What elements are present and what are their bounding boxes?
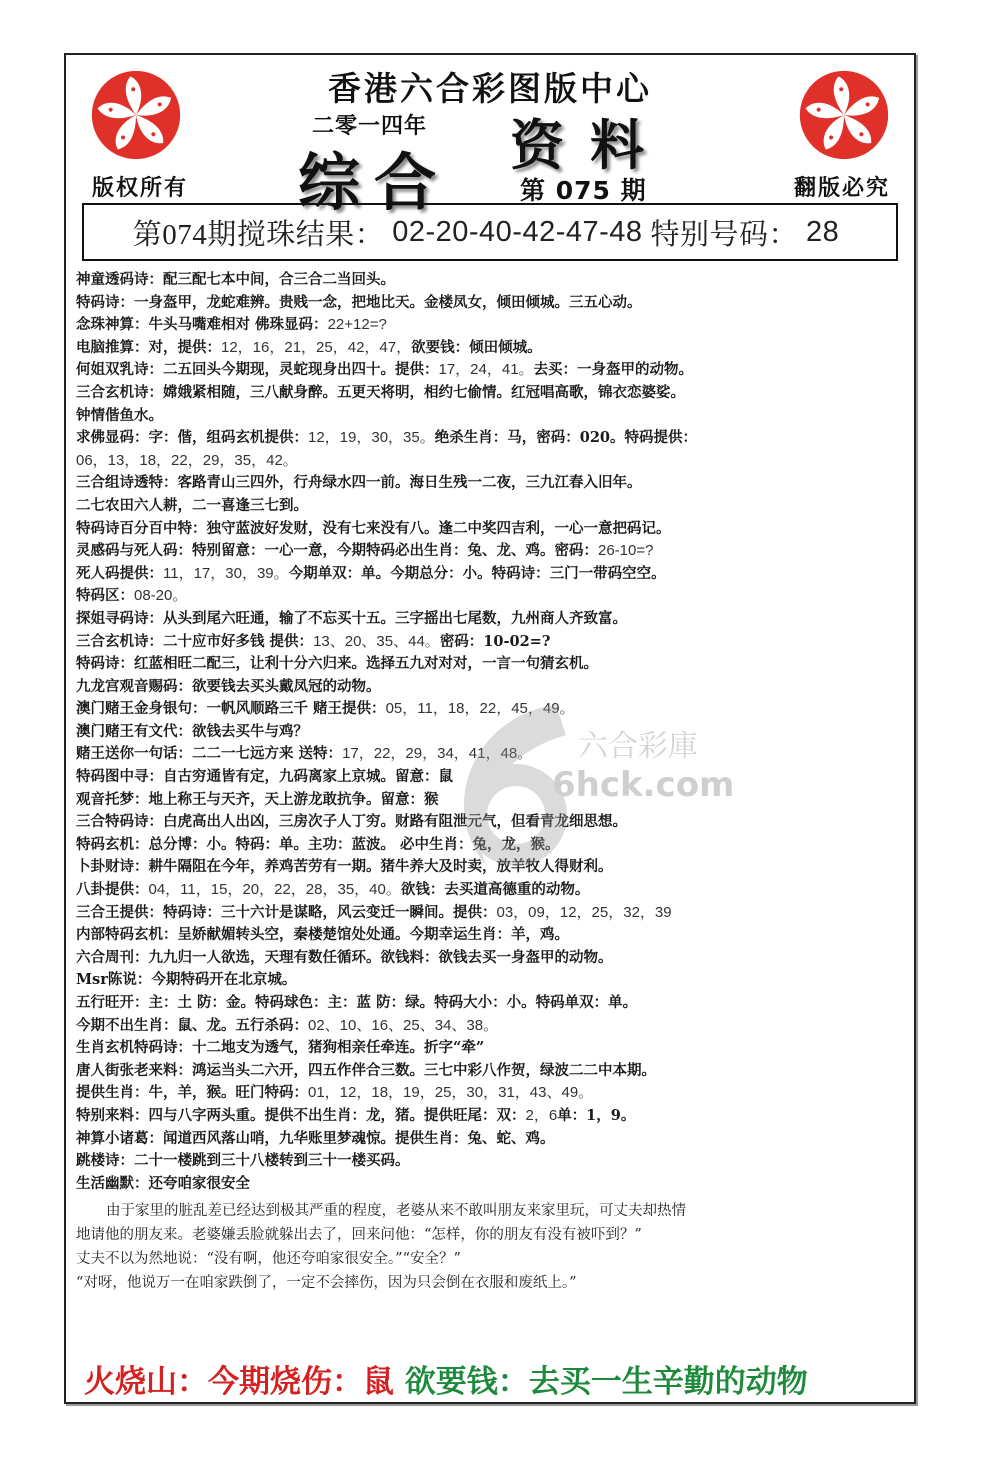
line-num: 2，6 (525, 1106, 558, 1124)
line-label: 跳楼诗： (76, 1152, 134, 1170)
line-label: 灵感码与死人码： (76, 542, 192, 560)
watermark-url: 6hck.com (552, 765, 735, 805)
line-text: 一帆风顺路三千 赌王提供： (206, 700, 386, 718)
line-label: 探姐寻码诗： (76, 609, 163, 627)
line-text: 耕牛隔阻在今年，养鸡苦劳有一期。猪牛养大及时卖，放羊牧人得财利。 (148, 858, 613, 876)
line-text: 欲钱去买牛与鸡？ (192, 722, 308, 740)
line-text: 自古穷通皆有定，九码离家上京城。留意：鼠 (163, 768, 453, 786)
line-num: 11，17，30，39。 (163, 564, 289, 582)
line-num: 17，22，29，34，41，48。 (342, 745, 533, 763)
line-label: 六合周刊： (76, 948, 149, 966)
content-line (76, 1082, 906, 1105)
special-number: 28 (806, 215, 840, 248)
results-prefix: 第074期搅珠结果： (132, 218, 385, 251)
no-piracy-label: 翻版必究 (793, 175, 890, 201)
header (66, 55, 914, 219)
line-label: 三合王提供： (76, 903, 163, 921)
line-text: 二十应市好多钱 提供： (163, 632, 314, 650)
line-text: 白虎高出人出凶，三房次子人丁穷。财路有阻泄元气，但看青龙细思想。 (163, 813, 627, 831)
line-text: 九九归一人欲选，天理有数任循环。欲钱料：欲钱去买一身盔甲的动物。 (148, 948, 613, 966)
line-num: 22+12=? (327, 316, 387, 334)
line-label: 特码区： (76, 587, 134, 605)
content-line (76, 721, 906, 744)
line-text: 呈娇献媚转头空，秦楼楚馆处处通。今期幸运生肖：羊，鸡。 (177, 926, 569, 944)
line-num: 13、20、35、44。 (313, 632, 440, 650)
line-label: 特码玄机： (76, 835, 149, 853)
line-num: 26-10=? (598, 542, 654, 560)
story-paragraph: 由于家里的脏乱差已经达到极其严重的程度，老婆从来不敢叫朋友来家里玩，可丈夫却热情 (106, 1203, 686, 1220)
line-label: 三合玄机诗： (76, 383, 163, 401)
content-line (76, 472, 906, 495)
content-line (76, 879, 906, 902)
line-num: 06，13，18，22，29，35，42。 (76, 451, 298, 469)
line-tail: 欲要钱：倾田倾城。 (411, 338, 542, 356)
line-label: 特别来料： (76, 1106, 149, 1124)
line-text: 牛头马嘴难相对 佛珠显码： (148, 316, 328, 334)
line-label: 特码图中寻： (76, 768, 163, 786)
content-line (76, 382, 906, 405)
content-line (76, 766, 906, 789)
line-text: 对，提供： (148, 338, 221, 356)
content-list (76, 269, 906, 1295)
line-label: Msr陈说： (76, 971, 152, 989)
line-text: 二十一楼跳到三十八楼转到三十一楼买码。 (134, 1152, 410, 1170)
story-paragraph: “对呀，他说万一在咱家跌倒了，一定不会摔伤，因为只会倒在衣服和废纸上。” (76, 1275, 577, 1292)
content-line (76, 1150, 906, 1173)
line-tail: 绝杀生肖：马，密码：020。特码提供： (434, 429, 698, 447)
story-paragraph: 地请他的朋友来。老婆嫌丢脸就躲出去了，回来问他：“怎样，你的朋友有没有被吓到？” (76, 1227, 642, 1244)
line-text: 二二一七远方来 送特： (192, 745, 343, 763)
content-line (76, 540, 906, 563)
line-tail: 今期单双：单。今期总分：小。特码诗：三门一带码空空。 (288, 564, 666, 582)
content-line (76, 902, 906, 925)
content-line (76, 495, 906, 518)
line-label: 特码诗： (76, 293, 134, 311)
results-numbers: 02-20-40-42-47-48 (392, 215, 643, 248)
line-label: 三合组诗透特： (76, 474, 178, 492)
watermark-text: 六合彩庫 (578, 729, 698, 764)
line-label: 电脑推算： (76, 338, 149, 356)
content-line (76, 292, 906, 315)
story-paragraph: 丈夫不以为然地说：“没有啊，他还夸咱家很安全。”“安全？” (76, 1251, 461, 1268)
footer-money-text: 欲要钱：去买一生辛勤的动物 (404, 1364, 808, 1400)
line-text: 从头到尾六旺通，输了不忘买十五。三字摇出七尾数，九州商人齐致富。 (163, 609, 627, 627)
line-label: 神算小诸葛： (76, 1129, 163, 1147)
footer-banner (84, 1356, 904, 1401)
line-label: 神童透码诗： (76, 271, 163, 288)
content-line (76, 450, 906, 473)
line-text: 特码诗：三十六计是谋略，风云变迁一瞬间。提供： (163, 903, 497, 921)
line-tail: 欲钱：去买道高德重的动物。 (400, 881, 590, 899)
content-line (76, 811, 906, 834)
page-title: 香港六合彩图版中心 (328, 69, 652, 108)
content-line (76, 992, 906, 1015)
line-text: 嫦娥紧相随，三八献身醉。五更天将明，相约七偷情。红冠唱高歌，锦衣恋婆娑。 (163, 383, 685, 401)
line-label: 三合玄机诗： (76, 632, 163, 650)
content-line (76, 518, 906, 541)
line-label: 澳门赌王有文代： (76, 722, 192, 740)
line-text: 鸿运当头二六开，四五作伴合三数。三七中彩八作贺，绿波二二中本期。 (192, 1061, 656, 1079)
line-label: 何姐双乳诗： (76, 361, 163, 379)
content-line (76, 337, 906, 360)
line-num: 02、10、16、25、34、38。 (308, 1016, 499, 1034)
content-line (76, 676, 906, 699)
line-text: 二七农田六人耕，二一喜逢三七到。 (76, 496, 308, 514)
content-line (76, 1015, 906, 1038)
content-line (76, 653, 906, 676)
line-text: 一身盔甲，龙蛇难辨。贵贱一念，把地比天。金楼凤女，倾田倾城。三五心动。 (134, 293, 642, 311)
line-num: 17，24，41。 (438, 361, 534, 379)
content-line (76, 969, 906, 992)
line-text: 今期特码开在北京城。 (151, 971, 297, 989)
line-label: 观音托梦： (76, 790, 149, 808)
line-label: 今期不出生肖： (76, 1016, 178, 1034)
content-line (76, 1037, 906, 1060)
line-num: 03，09，12，25，32，39 (496, 903, 672, 921)
content-line (76, 947, 906, 970)
content-line (76, 834, 906, 857)
content-line (76, 789, 906, 812)
line-label: 赌王送你一句话： (76, 745, 192, 763)
line-label: 特码诗百分百中特： (76, 519, 207, 537)
content-line (76, 631, 906, 654)
line-label: 唐人街张老来料： (76, 1061, 192, 1079)
line-tail: 密码：10-02=? (439, 632, 551, 650)
content-line (76, 585, 906, 608)
content-line (76, 405, 906, 428)
big-title-zonghe: 综合 (298, 146, 451, 219)
big-title-ziliao: 资料 (510, 113, 670, 177)
line-num: 12，16，21，25，42，47， (221, 338, 412, 356)
line-text: 闻道西风落山哨，九华账里梦魂惊。提供生肖：兔、蛇、鸡。 (163, 1129, 555, 1147)
line-text: 四与八字两头重。提供不出生肖：龙，猪。提供旺尾：双： (148, 1106, 526, 1124)
line-text: 钟情偕鱼水。 (76, 406, 163, 424)
line-tail: 单：1，9。 (557, 1106, 636, 1124)
line-label: 提供生肖： (76, 1084, 149, 1102)
content-line (76, 563, 906, 586)
content-line (76, 1173, 906, 1196)
line-text: 地上称王与天齐，天上游龙敢抗争。留意：猴 (148, 790, 439, 808)
issue-number: 第 075 期 (520, 176, 647, 205)
line-label: 生活幽默： (76, 1174, 149, 1192)
line-num: 01，12，18，19，25，30，31，43、49。 (308, 1084, 594, 1102)
content-line (76, 743, 906, 766)
line-text: 特别留意：一心一意，今期特码必出生肖：兔、龙、鸡。密码： (192, 542, 598, 560)
content-line (76, 924, 906, 947)
line-tail: 去买：一身盔甲的动物。 (533, 361, 694, 379)
line-text: 配三配七本中间，合三合二当回头。 (163, 271, 395, 288)
page-frame (64, 53, 916, 1404)
content-line (76, 427, 906, 450)
line-label: 内部特码玄机： (76, 926, 178, 944)
line-label: 五行旺开： (76, 994, 149, 1011)
line-label: 三合特码诗： (76, 813, 163, 831)
line-label: 九龙宫观音赐码： (76, 677, 192, 695)
line-text: 独守蓝波好发财，没有七来没有八。逢二中奖四吉利，一心一意把码记。 (206, 519, 671, 537)
line-text: 欲要钱去买头戴凤冠的动物。 (192, 677, 381, 695)
line-label: 死人码提供： (76, 564, 163, 582)
line-text: 主：土 防：金。特码球色：主：蓝 防：绿。特码大小：小。特码单双：单。 (148, 994, 638, 1011)
line-label: 澳门赌王金身银句： (76, 700, 207, 718)
content-line (76, 314, 906, 337)
line-text: 总分博：小。特码：单。主功：蓝波。 必中生肖：兔，龙，猴。 (148, 835, 560, 853)
line-num: 08-20。 (134, 587, 188, 605)
line-label: 生肖玄机特码诗： (76, 1039, 192, 1057)
line-num: 05，11，18，22，45，49。 (385, 700, 575, 718)
year-label: 二零一四年 (312, 113, 428, 139)
content-line (76, 1060, 906, 1083)
line-label: 八卦提供： (76, 881, 149, 899)
line-text: 客路青山三四外，行舟绿水四一前。海日生残一二夜，三九江春入旧年。 (177, 474, 642, 492)
line-text: 红蓝相旺二配三，让利十分六归来。选择五九对对对，一言一句猜玄机。 (134, 655, 598, 673)
content-line (76, 1105, 906, 1128)
content-line (76, 359, 906, 382)
special-label: 特别号码： (650, 218, 799, 251)
footer-fire-text: 火烧山：今期烧伤：鼠 (84, 1364, 394, 1400)
line-text: 二五回头今期现，灵蛇现身出四十。提供： (163, 361, 439, 379)
humor-story (76, 1199, 906, 1295)
line-label: 卜卦财诗： (76, 858, 149, 876)
line-num: 04，11，15，20，22，28，35，40。 (148, 881, 401, 899)
content-line (76, 856, 906, 879)
copyright-label: 版权所有 (92, 175, 189, 201)
line-label: 念珠神算： (76, 316, 149, 334)
content-line (76, 1128, 906, 1151)
line-label: 特码诗： (76, 655, 134, 673)
content-line (76, 698, 906, 721)
line-label: 求佛显码： (76, 429, 149, 447)
line-text: 还夸咱家很安全 (148, 1174, 250, 1192)
content-line (76, 608, 906, 631)
line-text: 鼠、龙。五行杀码： (177, 1016, 308, 1034)
line-text: 牛，羊，猴。旺门特码： (148, 1084, 308, 1102)
line-num: 12，19，30，35。 (308, 429, 435, 447)
line-text: 十二地支为透气，猪狗相亲任牵连。折字“牵” (192, 1039, 485, 1057)
line-text: 字：偕，组码玄机提供： (148, 429, 308, 447)
draw-results-box (82, 203, 898, 261)
content-line (76, 269, 906, 292)
